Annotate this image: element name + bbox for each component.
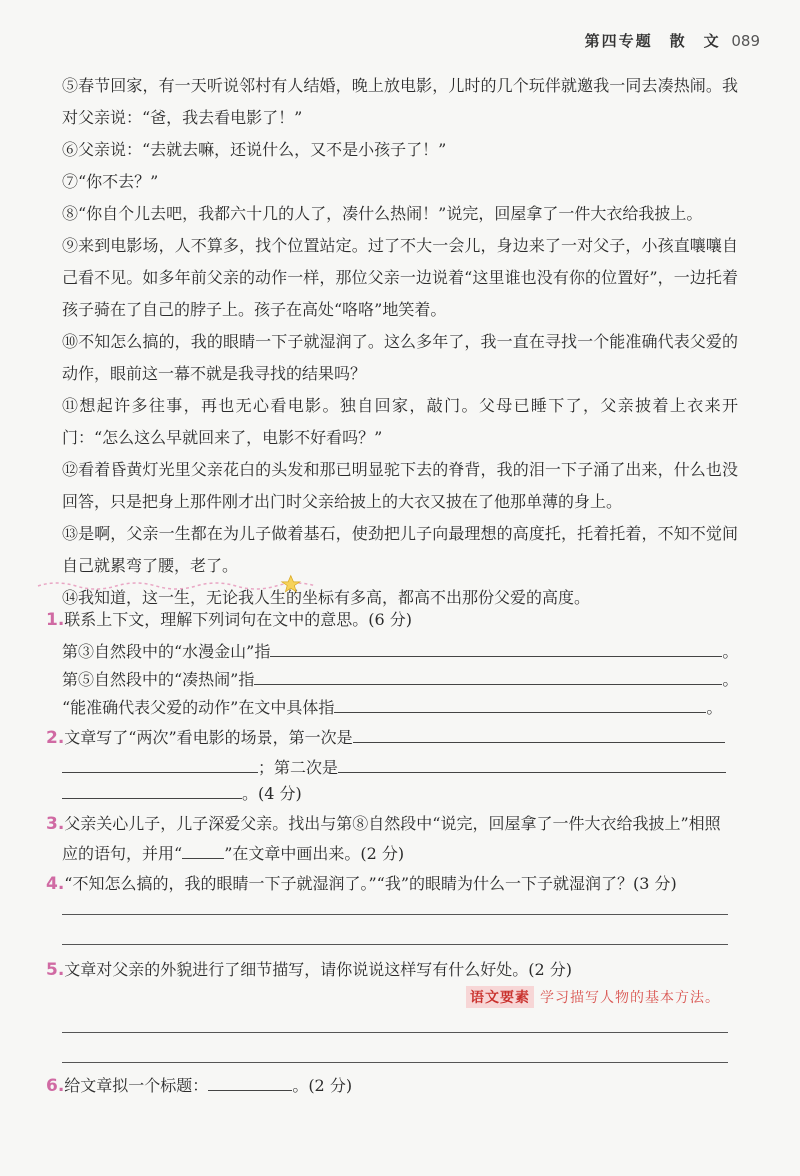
paragraph-10: ⑩不知怎么搞的，我的眼睛一下子就湿润了。这么多年了，我一直在寻找一个能准确代表父爱的动作，眼前这一幕不就是我寻找的结果吗？ <box>62 332 738 383</box>
paragraph-9: ⑨来到电影场，人不算多，找个位置站定。过了不大一会儿，身边来了一对父子，小孩直嚷嚷自己看不见。如多年前父亲的动作一样，那位父亲一边说着“这里谁也没有你的位置好”，一边托着孩子骑在了自己的脖子上。孩子在高处“咯咯”地笑着。 <box>62 236 738 319</box>
question-4 <box>46 868 677 900</box>
paragraph-12: ⑫看着昏黄灯光里父亲花白的头发和那已明显驼下去的脊背，我的泪一下子涌了出来，什么也没回答，只是把身上那件刚才出门时父亲给披上的大衣又披在了他那单薄的身上。 <box>62 460 738 511</box>
section-title: 第四专题 散 文 <box>584 32 721 50</box>
question-text: “不知怎么搞的，我的眼睛一下子就湿润了。”“我”的眼睛为什么一下子就湿润了？(3 分) <box>64 874 677 893</box>
question-number: 4. <box>46 874 65 894</box>
paragraph-11: ⑪想起许多往事，再也无心看电影。独自回家，敲门。父母已睡下了，父亲披着上衣来开门：“怎么这么早就回来了，电影不好看吗？” <box>62 396 738 447</box>
answer-line[interactable] <box>62 1032 728 1033</box>
page-header <box>585 30 760 51</box>
question-1 <box>46 604 412 636</box>
question-number: 6. <box>46 1076 65 1096</box>
question-number: 3. <box>46 814 65 834</box>
answer-blank[interactable] <box>254 666 722 685</box>
question-6-end: 。(2 分) <box>292 1076 353 1095</box>
tip-tag: 语文要素 <box>466 986 534 1008</box>
question-number: 2. <box>46 728 65 748</box>
page-number: 089 <box>731 32 760 50</box>
question-3-text-b: ”在文章中画出来。(2 分) <box>224 844 405 863</box>
paragraph-7: ⑦“你不去？” <box>62 172 159 191</box>
answer-blank[interactable] <box>353 724 725 743</box>
question-3 <box>46 808 721 840</box>
item-label: 第⑤自然段中的“凑热闹”指 <box>62 670 255 689</box>
title-answer-blank[interactable] <box>208 1072 292 1091</box>
question-2-line-3 <box>62 778 302 810</box>
question-5 <box>46 954 572 986</box>
question-number: 5. <box>46 960 65 980</box>
answer-blank[interactable] <box>270 638 722 657</box>
answer-line[interactable] <box>62 944 728 945</box>
underline-mark-blank <box>182 840 224 859</box>
question-3-text-a: 应的语句，并用“ <box>62 844 183 863</box>
item-end: 。 <box>722 642 739 661</box>
answer-line[interactable] <box>62 1062 728 1063</box>
question-6 <box>46 1070 352 1102</box>
decorative-divider <box>36 574 336 596</box>
item-label: 第③自然段中的“水漫金山”指 <box>62 642 271 661</box>
question-text: 给文章拟一个标题： <box>64 1076 209 1095</box>
question-2-part-3: 。(4 分) <box>242 784 302 803</box>
question-text: 父亲关心儿子，儿子深爱父亲。找出与第⑧自然段中“说完，回屋拿了一件大衣给我披上”相照 <box>64 814 721 833</box>
question-2-part-2: ；第二次是 <box>258 758 339 777</box>
item-end: 。 <box>706 698 723 717</box>
question-1-item-3 <box>62 692 722 724</box>
question-3-line-2 <box>62 838 404 870</box>
tip-box <box>466 986 720 1008</box>
answer-blank[interactable] <box>338 754 726 773</box>
question-text: 文章写了“两次”看电影的场景，第一次是 <box>64 728 353 747</box>
paragraph-5: ⑤春节回家，有一天听说邻村有人结婚，晚上放电影，儿时的几个玩伴就邀我一同去凑热闹。我对父亲说：“爸，我去看电影了！” <box>62 76 738 127</box>
paragraph-6: ⑥父亲说：“去就去嘛，还说什么，又不是小孩子了！” <box>62 140 447 159</box>
answer-blank[interactable] <box>334 694 706 713</box>
paragraph-14: ⑭我知道，这一生，无论我人生的坐标有多高，都高不出那份父爱的高度。 <box>62 588 591 607</box>
question-number: 1. <box>46 610 65 630</box>
star-icon <box>282 576 300 592</box>
item-label: “能准确代表父爱的动作”在文中具体指 <box>62 698 335 717</box>
question-2 <box>46 722 725 754</box>
paragraph-13: ⑬是啊，父亲一生都在为儿子做着基石，使劲把儿子向最理想的高度托，托着托着，不知不觉间自己就累弯了腰，老了。 <box>62 524 738 575</box>
question-text: 文章对父亲的外貌进行了细节描写，请你说说这样写有什么好处。(2 分) <box>64 960 573 979</box>
answer-blank[interactable] <box>62 780 242 799</box>
answer-line[interactable] <box>62 914 728 915</box>
tip-text: 学习描写人物的基本方法。 <box>540 990 720 1006</box>
question-text: 联系上下文，理解下列词句在文中的意思。(6 分) <box>64 610 413 629</box>
paragraph-8: ⑧“你自个儿去吧，我都六十几的人了，凑什么热闹！”说完，回屋拿了一件大衣给我披上。 <box>62 204 703 223</box>
answer-blank[interactable] <box>62 754 258 773</box>
item-end: 。 <box>722 670 739 689</box>
